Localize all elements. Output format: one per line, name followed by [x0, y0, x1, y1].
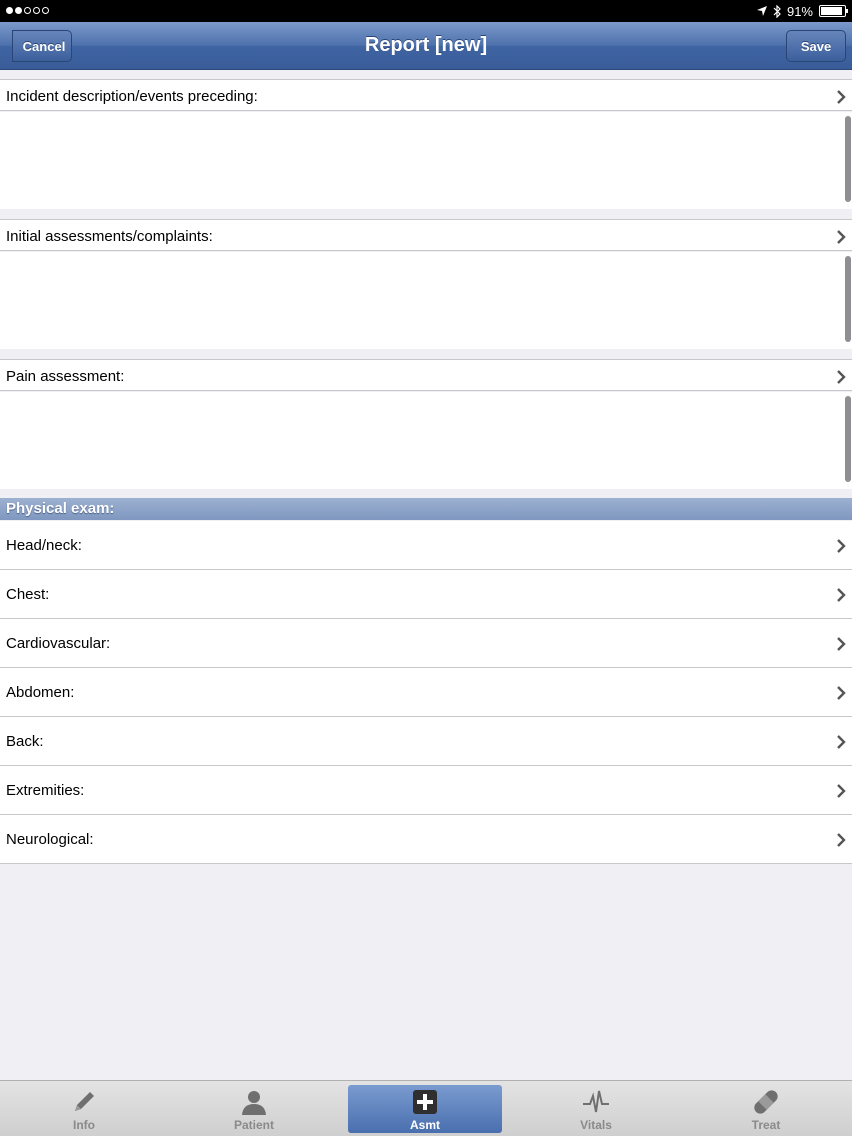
exam-label: Chest: [6, 586, 50, 603]
battery-icon [819, 5, 846, 17]
chevron-right-icon [836, 370, 846, 384]
exam-row-head-neck[interactable] [0, 521, 852, 570]
incident-textarea[interactable] [0, 112, 852, 209]
tab-label: Patient [233, 1118, 274, 1132]
section-row-initial-assessments[interactable] [0, 219, 852, 251]
plus-icon [410, 1087, 440, 1117]
exam-label: Cardiovascular: [6, 635, 111, 652]
navigation-bar [0, 22, 852, 70]
assessments-textarea[interactable] [0, 252, 852, 349]
tab-patient[interactable] [177, 1085, 331, 1133]
physical-exam-header: Physical exam: [0, 498, 852, 520]
cancel-label: Cancel [22, 38, 66, 54]
chevron-right-icon [836, 686, 846, 700]
section-label: Pain assessment: [6, 368, 125, 385]
exam-row-cardiovascular[interactable] [0, 619, 852, 668]
exam-label: Neurological: [6, 831, 94, 848]
page-title: Report [new] [364, 34, 488, 56]
tab-vitals[interactable] [519, 1085, 673, 1133]
scrollbar[interactable] [845, 116, 851, 202]
battery-percent: 91% [786, 3, 813, 19]
bluetooth-icon [773, 5, 781, 18]
section-label: Initial assessments/complaints: [6, 228, 213, 245]
exam-label: Extremities: [6, 782, 85, 799]
bandage-icon [751, 1087, 781, 1117]
tab-info[interactable] [7, 1085, 161, 1133]
chevron-right-icon [836, 637, 846, 651]
exam-row-chest[interactable] [0, 570, 852, 619]
signal-strength-icon [6, 7, 49, 14]
exam-row-extremities[interactable] [0, 766, 852, 815]
tab-label: Asmt [409, 1118, 440, 1132]
exam-label: Back: [6, 733, 44, 750]
section-label: Incident description/events preceding: [6, 88, 258, 105]
section-row-incident[interactable] [0, 79, 852, 111]
section-row-pain-assessment[interactable] [0, 359, 852, 391]
chevron-right-icon [836, 230, 846, 244]
pain-textarea[interactable] [0, 392, 852, 489]
chevron-right-icon [836, 784, 846, 798]
heartbeat-icon [581, 1087, 611, 1117]
pencil-icon [69, 1087, 99, 1117]
exam-row-neurological[interactable] [0, 815, 852, 864]
chevron-right-icon [836, 833, 846, 847]
tab-label: Treat [751, 1118, 781, 1132]
scrollbar[interactable] [845, 396, 851, 482]
exam-label: Abdomen: [6, 684, 75, 701]
tab-label: Info [73, 1118, 95, 1132]
tab-treat[interactable] [689, 1085, 843, 1133]
chevron-right-icon [836, 735, 846, 749]
save-button[interactable]: Save [786, 30, 846, 62]
tab-asmt[interactable] [348, 1085, 502, 1133]
location-arrow-icon [757, 6, 767, 16]
tab-label: Vitals [580, 1118, 612, 1132]
exam-row-back[interactable] [0, 717, 852, 766]
scrollbar[interactable] [845, 256, 851, 342]
chevron-right-icon [836, 539, 846, 553]
exam-row-abdomen[interactable] [0, 668, 852, 717]
tab-bar [0, 1080, 852, 1136]
chevron-right-icon [836, 90, 846, 104]
exam-label: Head/neck: [6, 537, 82, 554]
status-bar [0, 0, 852, 22]
chevron-right-icon [836, 588, 846, 602]
person-icon [239, 1087, 269, 1117]
